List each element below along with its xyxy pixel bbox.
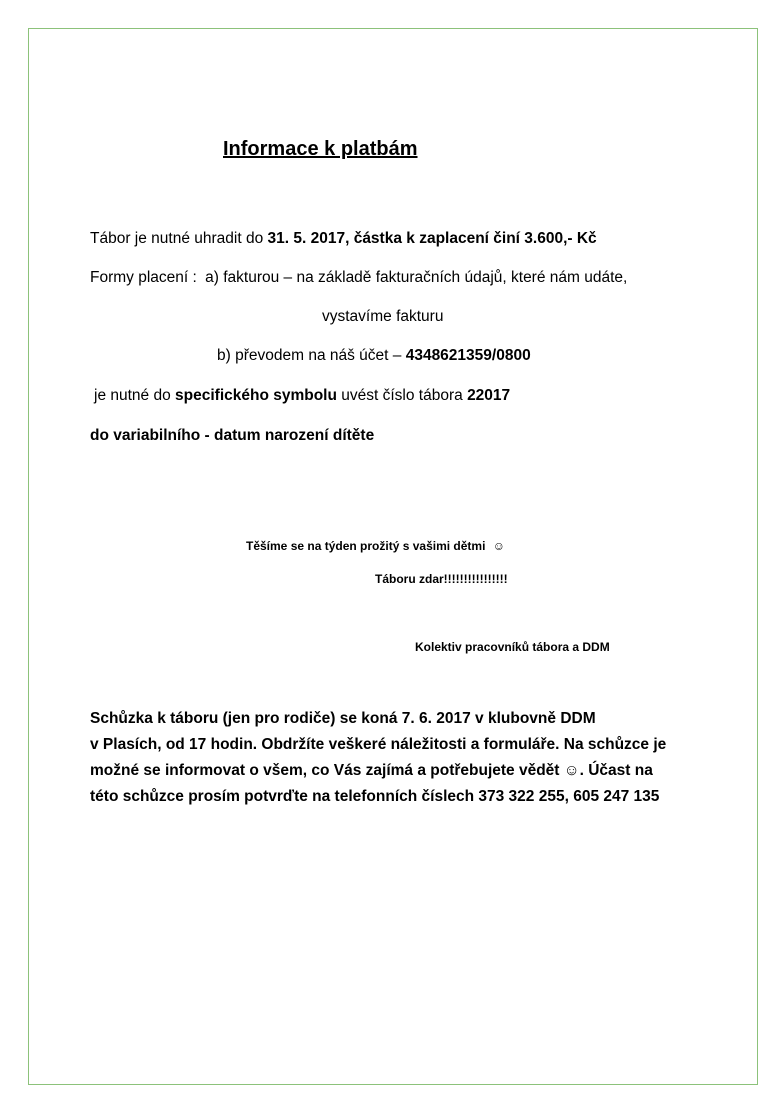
payment-forms-label: Formy placení : [90, 269, 197, 286]
meeting-line-4: této schůzce prosím potvrďte na telefonních číslech 373 322 255, 605 247 135 [90, 788, 660, 805]
page-title: Informace k platbám [223, 138, 418, 160]
account-number: 4348621359/0800 [405, 347, 531, 364]
payment-forms-line [90, 268, 627, 288]
meeting-line-2: v Plasích, od 17 hodin. Obdržíte veškeré náležitosti a formuláře. Na schůzce je [90, 736, 667, 753]
variable-symbol-line: do variabilního - datum narození dítěte [90, 427, 375, 444]
meeting-line-3-text: možné se informovat o všem, co Vás zajímá a potřebujete vědět [90, 762, 564, 779]
meeting-line-3 [90, 758, 702, 784]
specific-symbol-part1: je nutné do [94, 387, 176, 404]
meeting-paragraph [90, 706, 702, 810]
specific-symbol-line [94, 386, 510, 406]
page-border [28, 28, 758, 1085]
smiley-icon: ☺ [563, 762, 580, 779]
greeting-line [246, 538, 505, 554]
deadline-prefix: Tábor je nutné uhradit do [90, 230, 268, 247]
greeting-text: Těšíme se na týden prožitý s vašimi dětmi [246, 539, 486, 553]
payment-option-a-cont: vystavíme fakturu [322, 308, 444, 325]
deadline-line [90, 229, 597, 249]
cheer-line: Táboru zdar!!!!!!!!!!!!!!!! [375, 572, 508, 586]
camp-number: 22017 [467, 387, 511, 404]
payment-option-a: a) fakturou – na základě fakturačních údajů, které nám udáte, [205, 269, 628, 286]
signature: Kolektiv pracovníků tábora a DDM [415, 640, 610, 654]
meeting-line-3-suffix: . Účast na [579, 762, 653, 779]
specific-symbol-part2: uvést číslo tábora [336, 387, 468, 404]
payment-option-b-line [217, 346, 531, 366]
meeting-line-1: Schůzka k táboru (jen pro rodiče) se koná 7. 6. 2017 v klubovně DDM [90, 710, 596, 727]
payment-option-b: b) převodem na náš účet – [217, 347, 406, 364]
deadline-amount: 31. 5. 2017, částka k zaplacení činí 3.600,- Kč [267, 230, 597, 247]
smiley-icon: ☺ [492, 539, 506, 553]
specific-symbol-label: specifického symbolu [175, 387, 337, 404]
